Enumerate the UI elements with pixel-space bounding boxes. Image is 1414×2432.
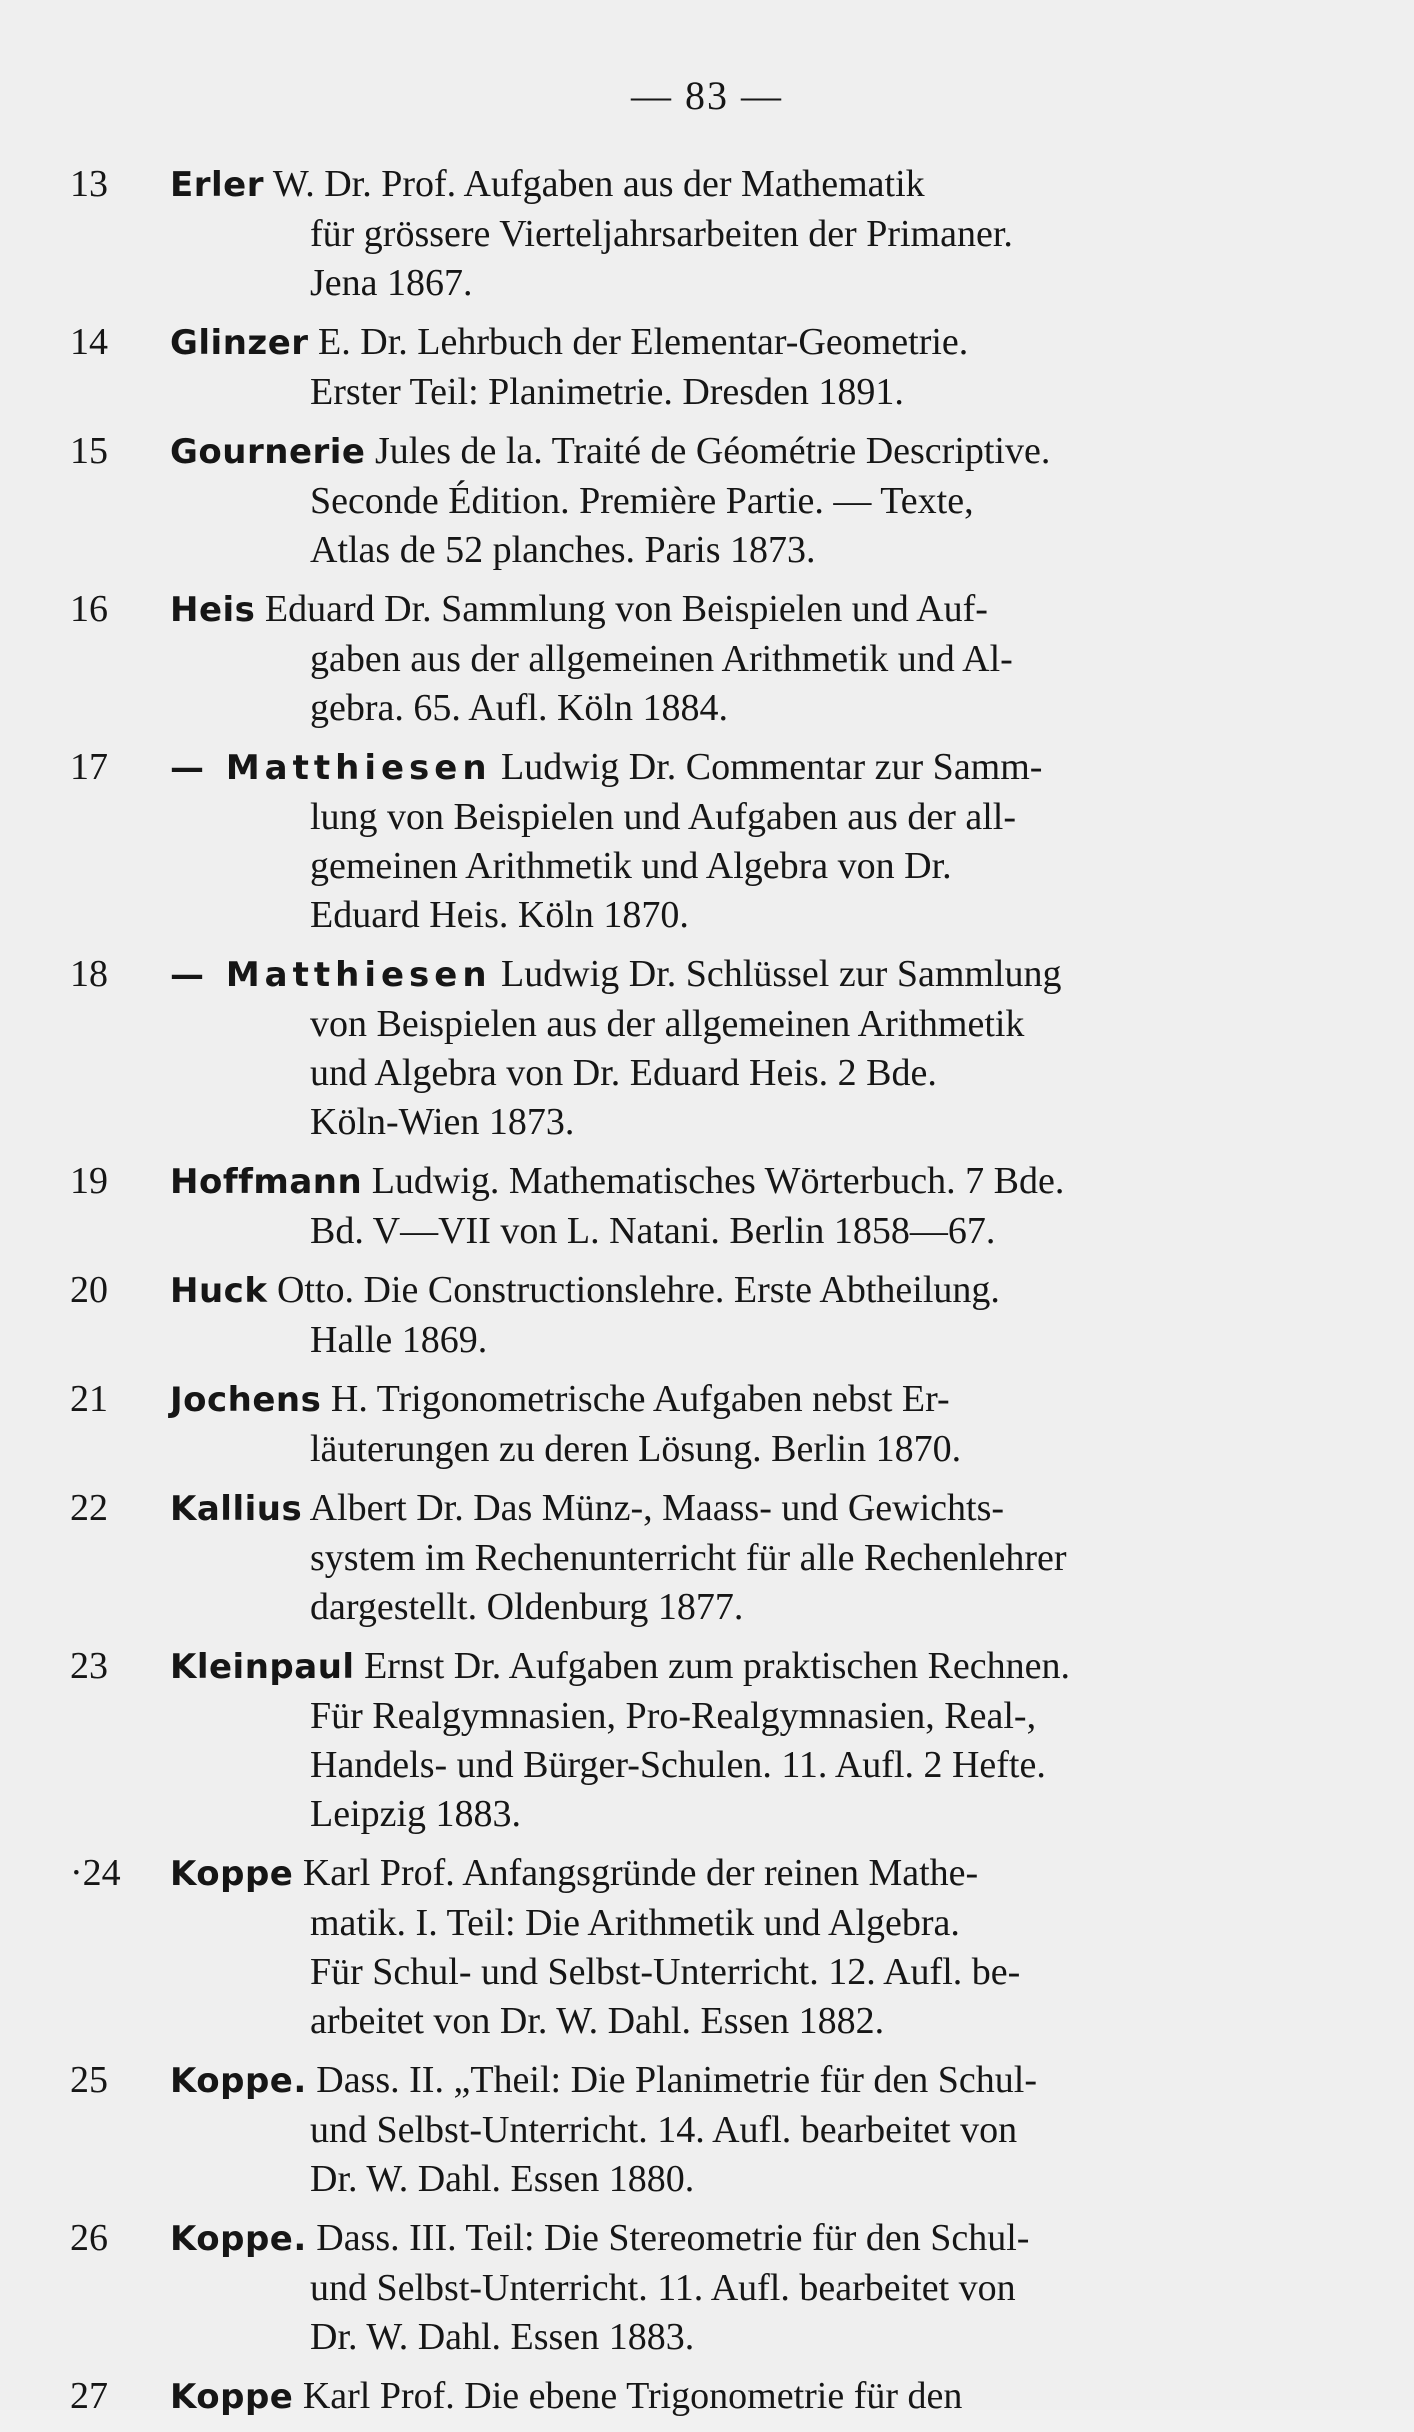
entry-continuation-line: gebra. 65. Aufl. Köln 1884. xyxy=(310,687,728,729)
entry-continuation-line: Atlas de 52 planches. Paris 1873. xyxy=(310,529,816,571)
entry-number: 21 xyxy=(70,1378,108,1420)
entry-number: 19 xyxy=(70,1160,108,1202)
entry-first-line xyxy=(170,1484,1270,1534)
entry-title-start: E. Dr. Lehrbuch der Elementar-Geometrie. xyxy=(318,321,969,363)
entry-continuation-line: und Selbst-Unterricht. 14. Aufl. bearbeitet von xyxy=(310,2109,1018,2151)
entry-number: 23 xyxy=(70,1645,108,1687)
catalog-entry xyxy=(70,1849,1270,2046)
entry-first-line xyxy=(170,1375,1270,1425)
entry-first-line xyxy=(170,950,1270,1000)
catalog-entry xyxy=(70,1375,1270,1474)
entry-title-start: H. Trigonometrische Aufgaben nebst Er- xyxy=(330,1378,950,1420)
entry-first-line xyxy=(170,318,1270,368)
entry-author: Heis xyxy=(170,590,256,630)
entry-continuation-line: matik. I. Teil: Die Arithmetik und Algebra. xyxy=(310,1902,960,1944)
entry-first-line xyxy=(170,1157,1270,1207)
entry-number: 14 xyxy=(70,321,108,363)
entry-first-line xyxy=(170,585,1270,635)
catalog-entry xyxy=(70,427,1270,575)
entry-continuation-line: Seconde Édition. Première Partie. — Texte, xyxy=(310,480,974,522)
entry-title-start: Ludwig Dr. Schlüssel zur Sammlung xyxy=(501,953,1062,995)
entry-author: Kallius xyxy=(170,1489,303,1529)
entry-first-line xyxy=(170,1642,1270,1692)
entry-author: — Matthiesen xyxy=(170,955,492,995)
entry-title-start: Dass. II. „Theil: Die Planimetrie für den Schul- xyxy=(316,2059,1038,2101)
entry-continuation-line: Bd. V—VII von L. Natani. Berlin 1858—67. xyxy=(310,1210,996,1252)
entry-continuation-line: für grössere Vierteljahrsarbeiten der Primaner. xyxy=(310,213,1013,255)
entry-continuation-line: Erster Teil: Planimetrie. Dresden 1891. xyxy=(310,371,904,413)
entry-continuation-line: Jena 1867. xyxy=(310,262,473,304)
entry-title-start: Karl Prof. Die ebene Trigonometrie für den xyxy=(302,2375,963,2417)
catalog-entry xyxy=(70,318,1270,417)
entry-author: — Matthiesen xyxy=(170,748,492,788)
entry-title-start: Dass. III. Teil: Die Stereometrie für den Schul- xyxy=(316,2217,1030,2259)
entry-continuation-line: und Selbst-Unterricht. 11. Aufl. bearbeitet von xyxy=(310,2267,1016,2309)
entry-author: Koppe. xyxy=(170,2061,307,2101)
entry-continuation-line: Köln-Wien 1873. xyxy=(310,1101,575,1143)
catalog-entry xyxy=(70,2214,1270,2362)
entry-number: 15 xyxy=(70,430,108,472)
entry-author: Koppe xyxy=(170,1854,294,1894)
catalog-entry xyxy=(70,2372,1270,2422)
entry-list xyxy=(70,160,1270,2432)
entry-author: Erler xyxy=(170,165,264,205)
entry-continuation-line: von Beispielen aus der allgemeinen Arithmetik xyxy=(310,1003,1025,1045)
entry-first-line xyxy=(170,1266,1270,1316)
catalog-entry xyxy=(70,2056,1270,2204)
entry-title-start: Jules de la. Traité de Géométrie Descriptive. xyxy=(374,430,1051,472)
entry-number: 16 xyxy=(70,588,108,630)
entry-first-line xyxy=(170,2372,1270,2422)
catalog-entry xyxy=(70,1484,1270,1632)
entry-number: 22 xyxy=(70,1487,108,1529)
entry-number: 18 xyxy=(70,953,108,995)
entry-first-line xyxy=(170,743,1270,793)
entry-first-line xyxy=(170,2214,1270,2264)
entry-first-line xyxy=(170,427,1270,477)
entry-title-start: Ludwig Dr. Commentar zur Samm- xyxy=(501,746,1043,788)
entry-author: Koppe. xyxy=(170,2219,307,2259)
entry-number: 13 xyxy=(70,163,108,205)
entry-continuation-line: Dr. W. Dahl. Essen 1883. xyxy=(310,2316,695,2358)
catalog-entry xyxy=(70,1266,1270,1365)
entry-number: 17 xyxy=(70,746,108,788)
catalog-entry xyxy=(70,950,1270,1147)
entry-continuation-line: Halle 1869. xyxy=(310,1319,488,1361)
catalog-entry xyxy=(70,160,1270,308)
entry-continuation-line: Eduard Heis. Köln 1870. xyxy=(310,894,689,936)
entry-continuation-line: dargestellt. Oldenburg 1877. xyxy=(310,1586,744,1628)
entry-title-start: Eduard Dr. Sammlung von Beispielen und Auf- xyxy=(264,588,988,630)
entry-title-start: Ludwig. Mathematisches Wörterbuch. 7 Bde. xyxy=(371,1160,1065,1202)
entry-author: Jochens xyxy=(170,1380,322,1420)
entry-author: Hoffmann xyxy=(170,1162,363,1202)
catalog-entry xyxy=(70,585,1270,733)
entry-number: 26 xyxy=(70,2217,108,2259)
entry-continuation-line: system im Rechenunterricht für alle Rechenlehrer xyxy=(310,1537,1067,1579)
entry-author: Huck xyxy=(170,1271,268,1311)
entry-title-start: Otto. Die Constructionslehre. Erste Abtheilung. xyxy=(276,1269,1000,1311)
entry-continuation-line: und Algebra von Dr. Eduard Heis. 2 Bde. xyxy=(310,1052,937,1094)
entry-continuation-line: arbeitet von Dr. W. Dahl. Essen 1882. xyxy=(310,2000,885,2042)
entry-continuation-line: Für Schul- und Selbst-Unterricht. 12. Aufl. be- xyxy=(310,1951,1021,1993)
page-number: — 83 — xyxy=(631,73,783,118)
entry-first-line xyxy=(170,2056,1270,2106)
entry-author: Kleinpaul xyxy=(170,1647,355,1687)
entry-first-line xyxy=(170,160,1270,210)
entry-continuation-line: läuterungen zu deren Lösung. Berlin 1870. xyxy=(310,1428,962,1470)
entry-author: Koppe xyxy=(170,2377,294,2417)
catalog-entry xyxy=(70,1642,1270,1839)
entry-continuation-line: Leipzig 1883. xyxy=(310,1793,522,1835)
entry-number: 20 xyxy=(70,1269,108,1311)
entry-number: 27 xyxy=(70,2375,108,2417)
entry-continuation-line: Für Realgymnasien, Pro-Realgymnasien, Real-, xyxy=(310,1695,1037,1737)
entry-continuation-line: gaben aus der allgemeinen Arithmetik und Al- xyxy=(310,638,1013,680)
catalog-entry xyxy=(70,743,1270,940)
entry-author: Glinzer xyxy=(170,323,309,363)
entry-continuation-line: Dr. W. Dahl. Essen 1880. xyxy=(310,2158,695,2200)
entry-title-start: Albert Dr. Das Münz-, Maass- und Gewichts- xyxy=(309,1487,1005,1529)
entry-title-start: Karl Prof. Anfangsgründe der reinen Mathe- xyxy=(302,1852,979,1894)
entry-continuation-line: Handels- und Bürger-Schulen. 11. Aufl. 2 Hefte. xyxy=(310,1744,1046,1786)
entry-number: 25 xyxy=(70,2059,108,2101)
entry-continuation-line: gemeinen Arithmetik und Algebra von Dr. xyxy=(310,845,952,887)
entry-number: ·24 xyxy=(70,1852,121,1894)
entry-author: Gournerie xyxy=(170,432,366,472)
entry-title-start: W. Dr. Prof. Aufgaben aus der Mathematik xyxy=(272,163,925,205)
entry-title-start: Ernst Dr. Aufgaben zum praktischen Rechnen. xyxy=(364,1645,1071,1687)
entry-continuation-line: lung von Beispielen und Aufgaben aus der all- xyxy=(310,796,1017,838)
catalog-entry xyxy=(70,1157,1270,1256)
entry-first-line xyxy=(170,1849,1270,1899)
